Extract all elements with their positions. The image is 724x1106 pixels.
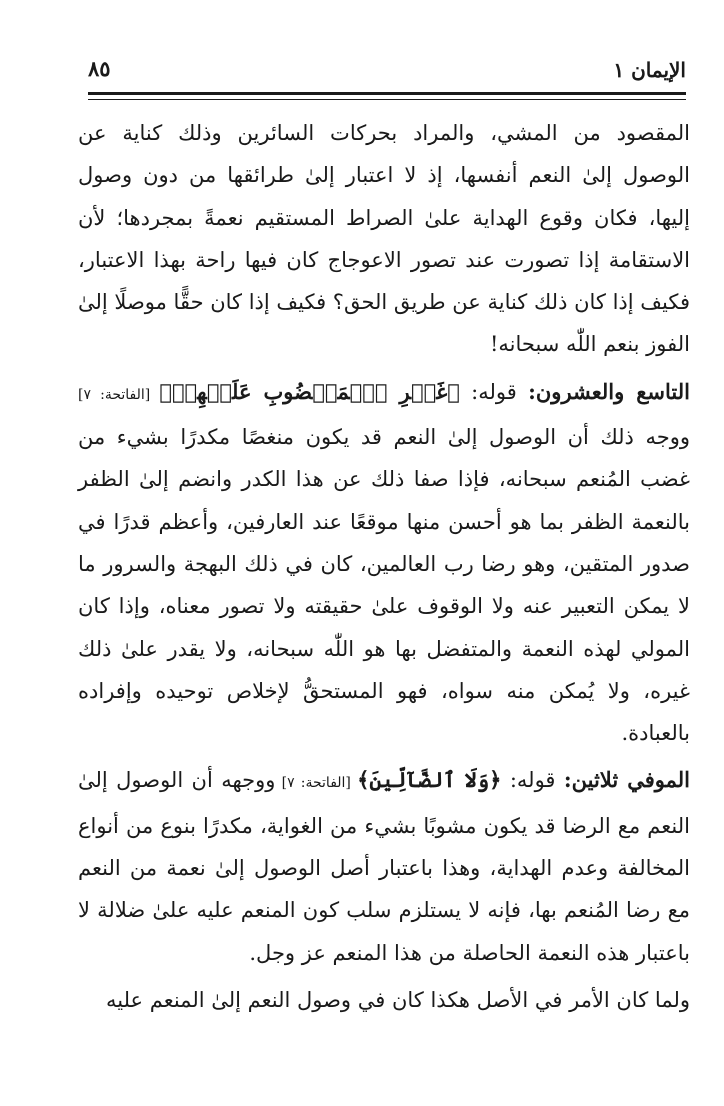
verse-reference: [الفاتحة: ٧] xyxy=(275,775,358,792)
paragraph-text: ووجهه أن الوصول إلىٰ النعم مع الرضا قد يكون مشوبًا بشيء من الغواية، مكدرًا بنوع من أنواع المخالفة وعدم الهداية، وهذا باعتبار أصل الوصول إلىٰ نعمة من النعم مع رضا المُنعم بها، فإنه لا يستلزم سلب كون المنعم عليه علىٰ ضلالة لا باعتبار هذه النعمة الحاصلة من هذا المنعم عز وجل. xyxy=(78,768,690,965)
header-rule-thin xyxy=(88,99,686,100)
paragraph-2 xyxy=(78,371,690,755)
paragraph-4 xyxy=(78,979,690,1021)
paragraph-text: ولما كان الأمر في الأصل هكذا كان في وصول النعم إلىٰ المنعم عليه xyxy=(105,987,690,1012)
quote-intro: قوله: xyxy=(501,768,564,793)
paragraph-text: المقصود من المشي، والمراد بحركات السائرين وذلك كناية عن الوصول إلىٰ النعم أنفسها، إذ لا اعتبار إلىٰ طرائقها من دون وصول إليها، فكان وقوع الهداية علىٰ الصراط المستقيم نعمةً بمجردها؛ لأن الاستقامة إذا تصورت عند تصور الاعوجاج كان فيها راحة بهذا الاعتبار، فكيف إذا كان ذلك كناية عن طريق الحق؟ فكيف إذا كان حقًّا موصلًا إلىٰ الفوز بنعم اللّٰه سبحانه! xyxy=(78,121,690,357)
paragraph-text: ووجه ذلك أن الوصول إلىٰ النعم قد يكون منغصًا مكدرًا بشيء من غضب المُنعم سبحانه، فإذا صفا ذلك عن هذا الكدر وانضم إلىٰ الظفر بالنعمة الظفر بما هو أحسن منها موقعًا عند العارفين، وأعظم قدرًا في صدور المتقين، وهو رضا رب العالمين، كان في ذلك البهجة والسرور ما لا يمكن التعبير عنه ولا الوقوف علىٰ حقيقته ولا تصور معناه، وإذا كان المولي لهذه النعمة والمتفضل بها هو اللّٰه سبحانه، ولا يقدر علىٰ ذلك غيره، ولا يُمكن منه سواه، فهو المستحقُّ لإخلاص توحيده وإفراده بالعبادة. xyxy=(78,425,690,746)
page-header xyxy=(88,50,686,94)
quran-verse: ﴿غَيۡرِ ٱلۡمَغۡضُوبِ عَلَيۡهِمۡ﴾ xyxy=(159,378,460,404)
verse-reference: [الفاتحة: ٧] xyxy=(78,386,160,403)
section-lead: الموفي ثلاثين: xyxy=(563,767,690,793)
quote-intro: قوله: xyxy=(459,379,529,404)
paragraph-1 xyxy=(78,112,690,366)
running-title: الإيمان ١ xyxy=(613,58,686,82)
quran-verse: ﴿وَلَا ٱلضَّآلِّينَ﴾ xyxy=(357,767,502,793)
body-text xyxy=(78,112,690,1021)
paragraph-3 xyxy=(78,759,690,973)
page-number: ٨٥ xyxy=(88,56,111,81)
section-lead: التاسع والعشرون: xyxy=(528,378,690,404)
header-rule-thick xyxy=(88,92,686,95)
